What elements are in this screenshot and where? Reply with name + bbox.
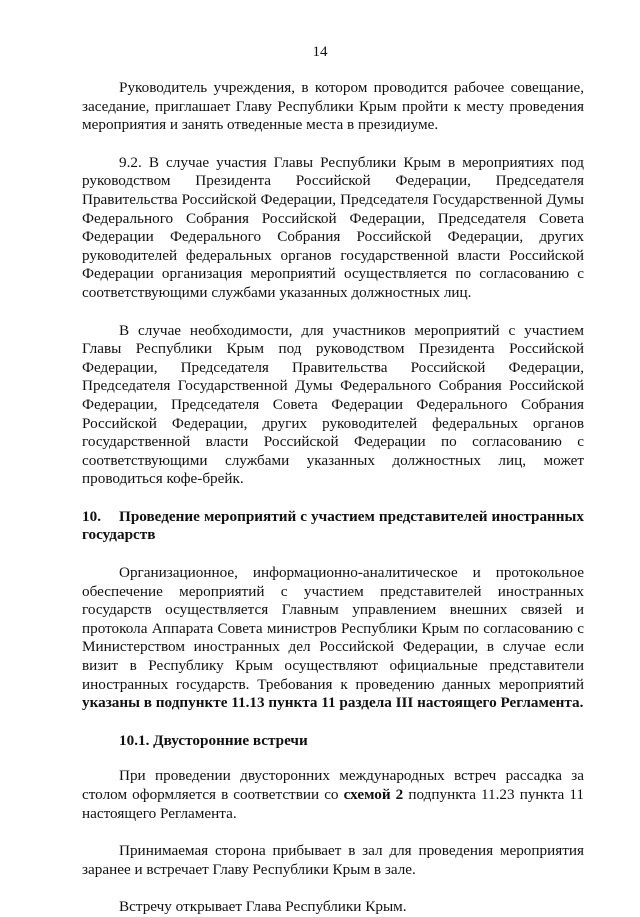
paragraph-seating-tail: подпункта 11.23 пункта 11 настоящего Регламента. [82,786,584,822]
paragraph-seating-text: При проведении двусторонних международных встреч рассадка за столом оформляется в соответствии со [82,767,584,803]
paragraph-host-arrives: Принимаемая сторона прибывает в зал для проведения мероприятия заранее и встречает Главу Республики Крым в зале. [82,842,584,878]
paragraph-coffee-break: В случае необходимости, для участников мероприятий с участием Главы Республики Крым под руководством Президента Российской Федерации, Председателя Правительства Российской Федерации, Председателя Государственной Думы Федерального Собрания Российской Федерации, Председателя Совета Федерации Федерального Собрания Российской Федерации, других руководителей федеральных органов государственной власти Российской Федерации по согласованию с соответствующими службами указанных должностных лиц, может проводиться кофе-брейк. [82,321,584,488]
regulation-reference: указаны в подпункте 11.13 пункта 11 раздела III настоящего Регламента. [82,694,584,712]
paragraph-chairman-invites: Руководитель учреждения, в котором проводится рабочее совещание, заседание, приглашает Главу Республики Крым пройти к месту проведения мероприятия и занять отведенные места в президиуме. [82,79,584,134]
paragraph-foreign-delegations [82,564,584,713]
paragraph-foreign-delegations-text: Организационное, информационно-аналитическое и протокольное обеспечение мероприятий с участием представителей иностранных государств осуществляется Главным управлением внешних связей и протокола Аппарата Совета министров Республики Крым по согласованию с Министерством иностранных дел Российской Федерации, в случае если визит в Республику Крым осуществляют официальные представители иностранных государств. Требования к проведению данных мероприятий [82,564,584,693]
section-10-heading [82,508,584,545]
paragraph-meeting-opens: Встречу открывает Глава Республики Крым. [119,898,407,916]
paragraph-9-2: 9.2. В случае участия Главы Республики Крым в мероприятиях под руководством Президента Российской Федерации, Председателя Правительства Российской Федерации, Председателя Государственной Думы Федерального Собрания Российской Федерации, Председателя Совета Федерации Федерального Собрания Российской Федерации, других руководителей федеральных органов государственной власти Российской Федерации организация мероприятий осуществляется по согласованию с соответствующими службами указанных должностных лиц. [82,153,584,301]
page-number: 14 [312,44,328,60]
scheme-2-reference: схемой 2 [343,786,404,803]
document-body [82,79,584,917]
section-10-title: Проведение мероприятий с участием представителей иностранных государств [82,507,584,544]
paragraph-seating [82,767,584,823]
subsection-10-1-heading: 10.1. Двусторонние встречи [119,731,308,749]
section-10-number: 10. [82,507,101,525]
